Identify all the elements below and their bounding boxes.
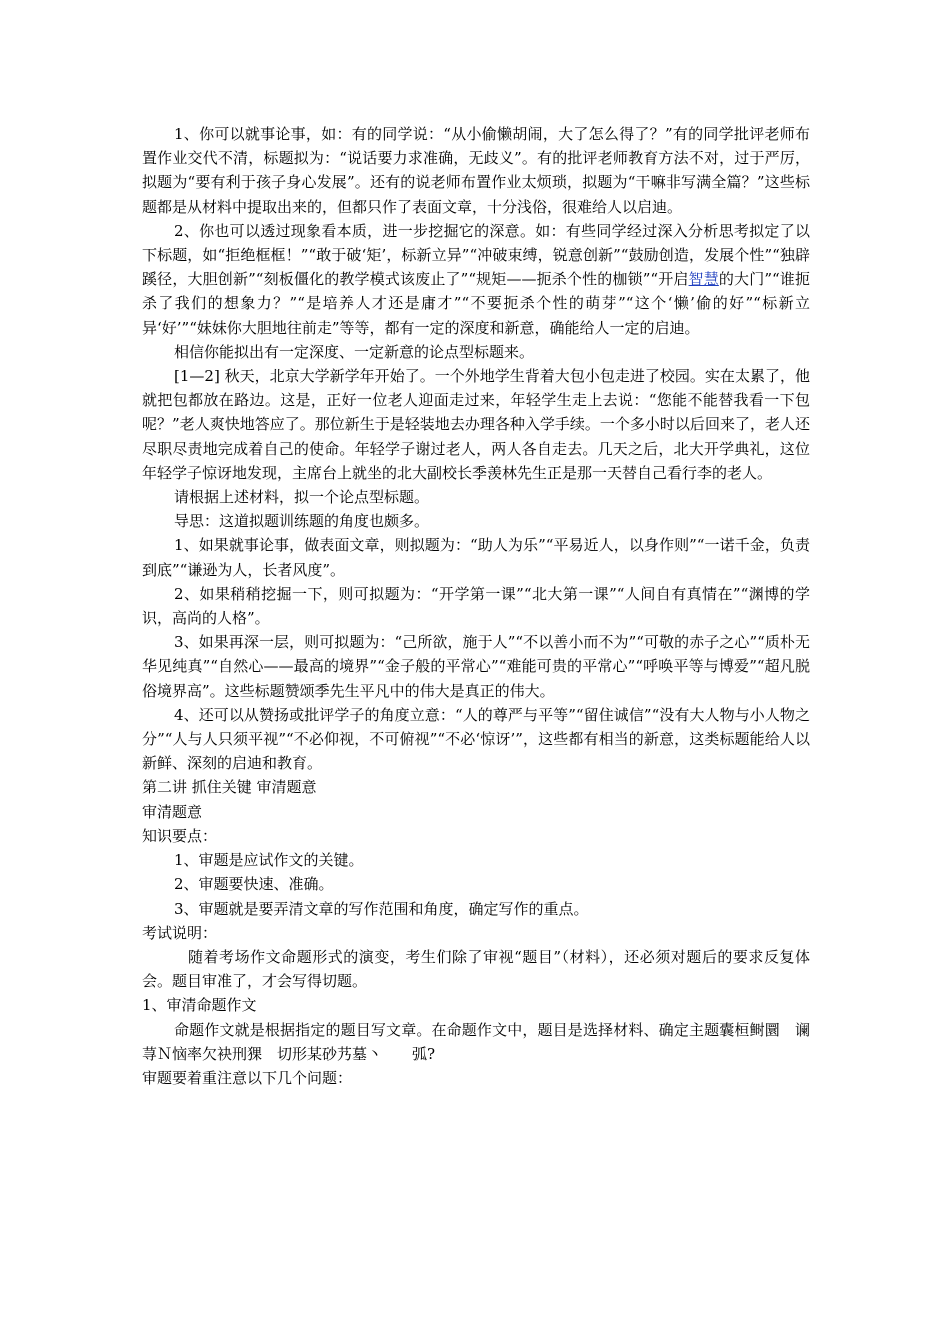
- list-item: 1、审题是应试作文的关键。: [174, 851, 364, 870]
- paragraph: 导思：这道拟题训练题的角度也颇多。: [174, 512, 430, 531]
- paragraph: 随着考场作文命题形式的演变，考生们除了审视“题目”（材料），还必须对题后的要求反复体会。题目审准了，才会写得切题。: [142, 947, 810, 991]
- wisdom-link[interactable]: 智慧: [688, 270, 719, 289]
- subheading: 1、审清命题作文: [142, 996, 257, 1015]
- subheading: 知识要点：: [142, 826, 218, 845]
- paragraph: 1、你可以就事论事，如：有的同学说：“从小偷懒胡闹，大了怎么得了？”有的同学批评老师布置作业交代不清，标题拟为：“说话要力求准确，无歧义”。有的批评老师教育方法不对，过于严厉，拟题为“要有利于孩子身心发展”。还有的说老师布置作业太烦琐，拟题为“干嘛非写满全篇？”这些标题都是从材料中提取出来的，但都只作了表面文章，十分浅俗，很难给人以启迪。: [142, 125, 810, 216]
- paragraph: [1—2] 秋天，北京大学新学年开始了。一个外地学生背着大包小包走进了校园。实在太累了，他就把包都放在路边。这是，正好一位老人迎面走过来，年轻学生走上去说：“您能不能替我看一下包呢？”老人爽快地答应了。那位新生于是轻装地去办理各种入学手续。一个多小时以后回来了，老人还尽职尽责地完成着自己的使命。年轻学子谢过老人，两人各自走去。几天之后，北大开学典礼，这位年轻学子惊讶地发现，主席台上就坐的北大副校长季羡林先生正是那一天替自己看行李的老人。: [142, 367, 810, 482]
- paragraph: 请根据上述材料，拟一个论点型标题。: [174, 488, 430, 507]
- paragraph: 4、还可以从赞扬或批评学子的角度立意：“人的尊严与平等”“留住诚信”“没有大人物与小人物之分”“人与人只须平视”“不必仰视，不可俯视”“不必‘惊讶’”，这些都有相当的新意，这类标题能给人以新鲜、深刻的启迪和教育。: [142, 705, 810, 773]
- list-item: 2、审题要快速、准确。: [174, 875, 334, 894]
- list-item: 3、审题就是要弄清文章的写作范围和角度，确定写作的重点。: [174, 899, 589, 918]
- paragraph: 2、如果稍稍挖掘一下，则可拟题为：“开学第一课”“北大第一课”“人间自有真情在”“渊博的学识，高尚的人格”。: [142, 584, 810, 628]
- paragraph: 相信你能拟出有一定深度、一定新意的论点型标题来。: [174, 342, 535, 361]
- document-page: [142, 122, 810, 1090]
- paragraph: 1、如果就事论事，做表面文章，则拟题为：“助人为乐”“平易近人，以身作则”“一诺千金，负责到底”“谦逊为人，长者风度”。: [142, 536, 810, 579]
- paragraph-text: 的大门”“谁扼杀了我们的想象力？”“是培养人才还是庸才”“不要扼杀个性的萌芽”“这个‘懒’偷的好”“标新立异‘好’”“妹妹你大胆地往前走”等等，都有一定的深度和新意，确能给人一定的启迪。: [142, 270, 811, 337]
- paragraph: 命题作文就是根据指定的题目写文章。在命题作文中，题目是选择材料、确定主题囊桓鲥圜 谰荨Ｎ恼率欠袂刑猓 切形某砂艿墓丶 弧?: [142, 1020, 810, 1063]
- paragraph: 3、如果再深一层，则可拟题为：“己所欲，施于人”“不以善小而不为”“可敬的赤子之心”“质朴无华见纯真”“自然心——最高的境界”“金子般的平常心”“难能可贵的平常心”“呼唤平等与博爱”“超凡脱俗境界高”。这些标题赞颂季先生平凡中的伟大是真正的伟大。: [142, 633, 810, 700]
- paragraph: 审题要着重注意以下几个问题：: [142, 1068, 353, 1087]
- paragraph-text: 2、你也可以透过现象看本质，进一步挖掘它的深意。如：有些同学经过深入分析思考拟定了以下标题，如“拒绝框框！”“敢于破‘矩’，标新立异”“冲破束缚，锐意创新”“鼓励创造，发展个性”“独辟蹊径，大胆创新”“刻板僵化的教学模式该废止了”“规矩——扼杀个性的枷锁”“开启: [142, 221, 810, 289]
- section-heading: 第二讲 抓住关键 审清题意: [142, 778, 317, 797]
- paragraph: [142, 219, 810, 340]
- subheading: 考试说明：: [142, 923, 218, 942]
- subheading: 审清题意: [142, 802, 203, 821]
